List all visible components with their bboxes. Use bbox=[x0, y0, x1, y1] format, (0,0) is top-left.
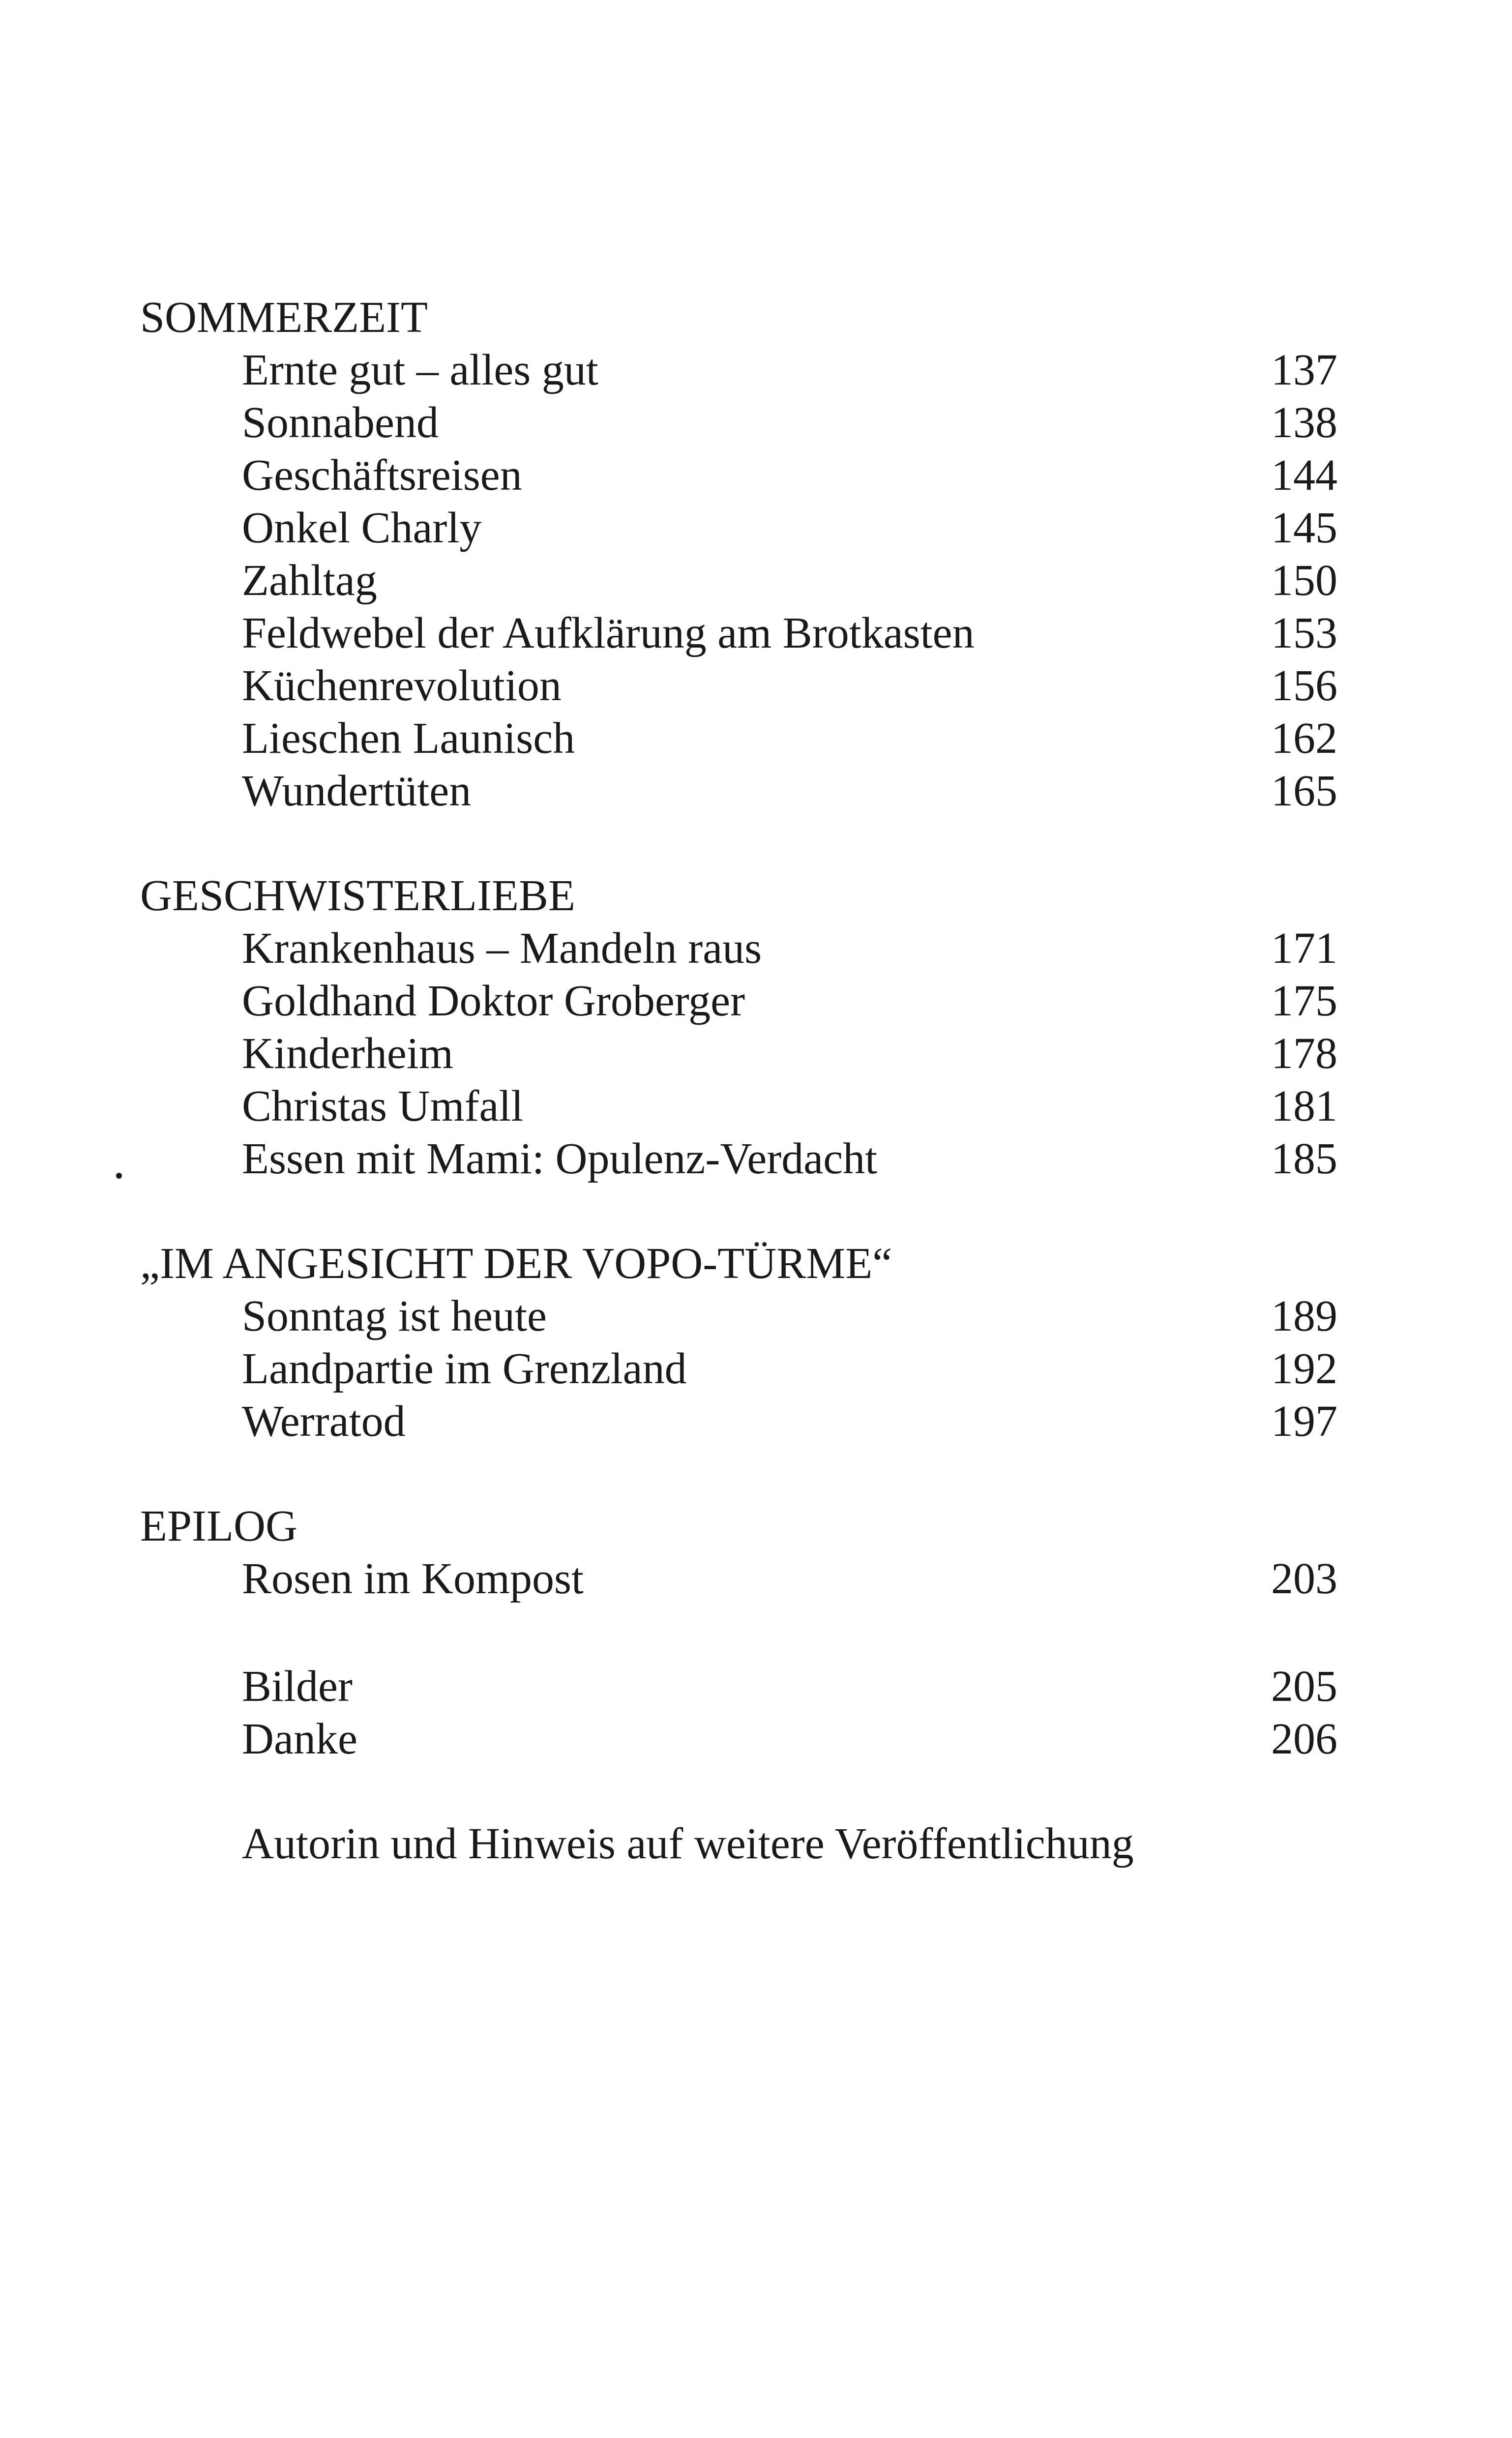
entry-page-number: 156 bbox=[1271, 661, 1337, 710]
section-title: GESCHWISTERLIEBE bbox=[140, 871, 575, 920]
entry-page-number: 185 bbox=[1271, 1134, 1337, 1183]
toc-entry bbox=[140, 502, 1337, 554]
entry-title: Landpartie im Grenzland bbox=[242, 1344, 687, 1393]
toc-section-geschwisterliebe bbox=[140, 869, 1337, 1185]
toc-entry bbox=[140, 554, 1337, 607]
entry-title: Kinderheim bbox=[242, 1029, 453, 1078]
entry-page-number: 181 bbox=[1271, 1082, 1337, 1130]
entry-title: Ernte gut – alles gut bbox=[242, 346, 598, 394]
back-matter bbox=[140, 1660, 1337, 1870]
entry-title: Feldwebel der Aufklärung am Brotkasten bbox=[242, 609, 975, 657]
toc-entry bbox=[140, 1395, 1337, 1448]
entry-page-number: 145 bbox=[1271, 504, 1337, 552]
entry-title: Sonntag ist heute bbox=[242, 1292, 547, 1340]
toc-entry bbox=[140, 1027, 1337, 1080]
entry-title: Geschäftsreisen bbox=[242, 451, 522, 500]
toc-entry bbox=[140, 1290, 1337, 1342]
entry-page-number: 206 bbox=[1271, 1715, 1337, 1763]
entry-page-number: 178 bbox=[1271, 1029, 1337, 1078]
toc-entry bbox=[140, 449, 1337, 502]
entry-title: Danke bbox=[242, 1715, 357, 1763]
toc-entry bbox=[140, 1342, 1337, 1395]
entry-title: Küchenrevolution bbox=[242, 661, 562, 710]
entry-title: Bilder bbox=[242, 1662, 353, 1711]
entry-title: Rosen im Kompost bbox=[242, 1554, 584, 1603]
entry-title: Goldhand Doktor Groberger bbox=[242, 977, 745, 1025]
toc-entry bbox=[140, 1080, 1337, 1132]
toc-entry bbox=[140, 396, 1337, 449]
entry-title: Onkel Charly bbox=[242, 504, 482, 552]
toc-entry bbox=[140, 1660, 1337, 1713]
entry-page-number: 192 bbox=[1271, 1344, 1337, 1393]
entry-page-number: 203 bbox=[1271, 1554, 1337, 1603]
entry-page-number: 205 bbox=[1271, 1662, 1337, 1711]
toc-entry bbox=[140, 712, 1337, 765]
entry-title: Wundertüten bbox=[242, 767, 472, 815]
stray-dot-mark bbox=[116, 1173, 122, 1179]
entry-page-number: 175 bbox=[1271, 977, 1337, 1025]
entry-page-number: 150 bbox=[1271, 556, 1337, 605]
toc-entry bbox=[140, 975, 1337, 1027]
table-of-contents bbox=[140, 291, 1337, 1870]
toc-entry bbox=[140, 765, 1337, 817]
toc-section-vopo-tuerme bbox=[140, 1237, 1337, 1448]
entry-page-number: 162 bbox=[1271, 714, 1337, 763]
entry-page-number: 138 bbox=[1271, 398, 1337, 447]
section-title: EPILOG bbox=[140, 1502, 297, 1550]
entry-page-number: 153 bbox=[1271, 609, 1337, 657]
toc-section-epilog bbox=[140, 1500, 1337, 1605]
entry-title: Krankenhaus – Mandeln raus bbox=[242, 924, 762, 973]
toc-entry bbox=[140, 344, 1337, 396]
entry-page-number: 197 bbox=[1271, 1397, 1337, 1446]
toc-entry bbox=[140, 1713, 1337, 1765]
entry-title: Sonnabend bbox=[242, 398, 439, 447]
section-title: SOMMERZEIT bbox=[140, 293, 428, 342]
toc-entry bbox=[140, 1552, 1337, 1605]
entry-page-number: 189 bbox=[1271, 1292, 1337, 1340]
toc-section-sommerzeit bbox=[140, 291, 1337, 817]
toc-entry bbox=[140, 659, 1337, 712]
toc-entry bbox=[140, 922, 1337, 975]
entry-page-number: 137 bbox=[1271, 346, 1337, 394]
toc-entry bbox=[140, 607, 1337, 659]
entry-title: Lieschen Launisch bbox=[242, 714, 575, 763]
section-title: „IM ANGESICHT DER VOPO-TÜRME“ bbox=[140, 1239, 892, 1288]
closing-note: Autorin und Hinweis auf weitere Veröffentlichung bbox=[242, 1819, 1134, 1868]
entry-page-number: 165 bbox=[1271, 767, 1337, 815]
entry-title: Essen mit Mami: Opulenz-Verdacht bbox=[242, 1134, 878, 1183]
entry-page-number: 171 bbox=[1271, 924, 1337, 973]
entry-title: Werratod bbox=[242, 1397, 406, 1446]
entry-page-number: 144 bbox=[1271, 451, 1337, 500]
entry-title: Zahltag bbox=[242, 556, 377, 605]
entry-title: Christas Umfall bbox=[242, 1082, 524, 1130]
toc-entry bbox=[140, 1132, 1337, 1185]
